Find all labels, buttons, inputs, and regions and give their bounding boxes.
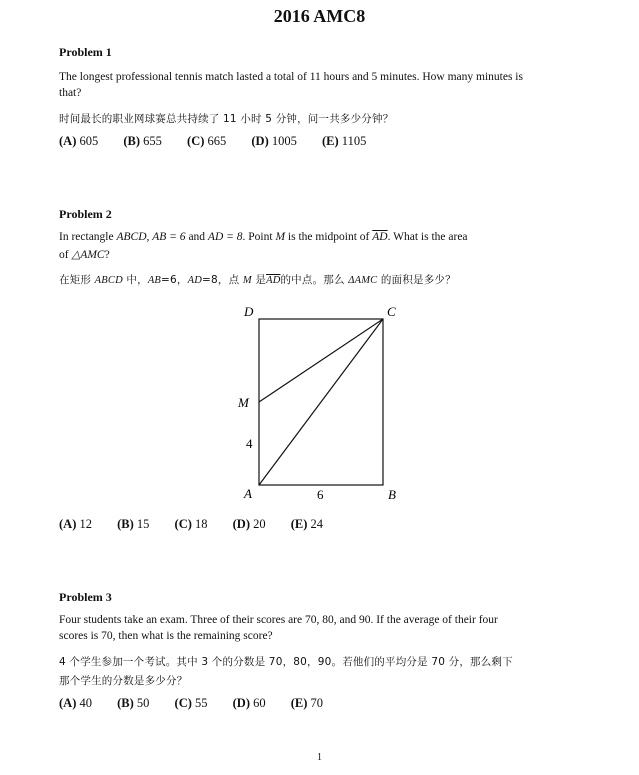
label-b: B [388, 487, 396, 502]
rectangle-figure [232, 299, 412, 509]
choice-b: (B) 15 [117, 517, 150, 531]
label-m: M [238, 395, 249, 410]
choice-d: (D) 20 [232, 517, 266, 531]
choice-e: (E) 24 [290, 517, 324, 531]
problem-1-text-line-2: that? [59, 87, 82, 99]
choice-d: (D) 60 [232, 696, 266, 710]
choice-c: (C) 55 [174, 696, 208, 710]
problem-3-heading: Problem 3 [59, 590, 112, 604]
choice-a: (A) 12 [59, 517, 92, 531]
problem-3-text-line-2: scores is 70, then what is the remaining score? [59, 630, 273, 642]
problem-2-text-line-2: of △AMC? [59, 249, 110, 261]
choice-b: (B) 655 [123, 134, 162, 148]
problem-2-text-line-1: In rectangle ABCD, AB = 6 and AD = 8. Point M is the midpoint of $\overline{AD}$. What is the area [59, 231, 468, 243]
choice-e: (E) 70 [290, 696, 324, 710]
page-title: 2016 AMC8 [273, 6, 366, 26]
choice-c: (C) 18 [174, 517, 208, 531]
segment-ac [259, 319, 383, 485]
label-side-6: 6 [317, 487, 324, 502]
page-number: 1 [317, 752, 322, 763]
problem-1-choices [59, 134, 388, 149]
problem-1-text-line-1: The longest professional tennis match lasted a total of 11 hours and 5 minutes. How many minutes is [59, 71, 523, 83]
problem-1-chinese-text: 时间最长的职业网球赛总共持续了 11 小时 5 分钟，问一共多少分钟？ [59, 113, 394, 125]
segment-mc [259, 319, 383, 402]
label-a: A [244, 486, 252, 501]
problem-3-chinese-text-line-1: 4 个学生参加一个考试。其中 3 个的分数是 70，80，90。若他们的平均分是 70 分，那么剩下 [59, 656, 513, 668]
problem-2-chinese-text: 在矩形 ABCD 中，AB=6，AD=8，点 M 是$\overline{AD}$的中点。那么 ΔAMC 的面积是多少？ [59, 274, 456, 286]
choice-a: (A) 40 [59, 696, 92, 710]
problem-2-heading: Problem 2 [59, 207, 112, 221]
problem-2-choices [59, 517, 345, 532]
choice-e: (E) 1105 [322, 134, 367, 148]
label-side-4: 4 [246, 436, 253, 451]
problem-3-chinese-text-line-2: 那个学生的分数是多少分？ [59, 675, 188, 687]
label-c: C [387, 304, 396, 319]
problem-3-text-line-1: Four students take an exam. Three of their scores are 70, 80, and 90. If the average of their four [59, 614, 498, 626]
problem-3-choices [59, 696, 345, 711]
choice-a: (A) 605 [59, 134, 99, 148]
choice-d: (D) 1005 [251, 134, 297, 148]
choice-c: (C) 665 [187, 134, 227, 148]
label-d: D [244, 304, 254, 319]
problem-1-heading: Problem 1 [59, 45, 112, 59]
choice-b: (B) 50 [117, 696, 150, 710]
